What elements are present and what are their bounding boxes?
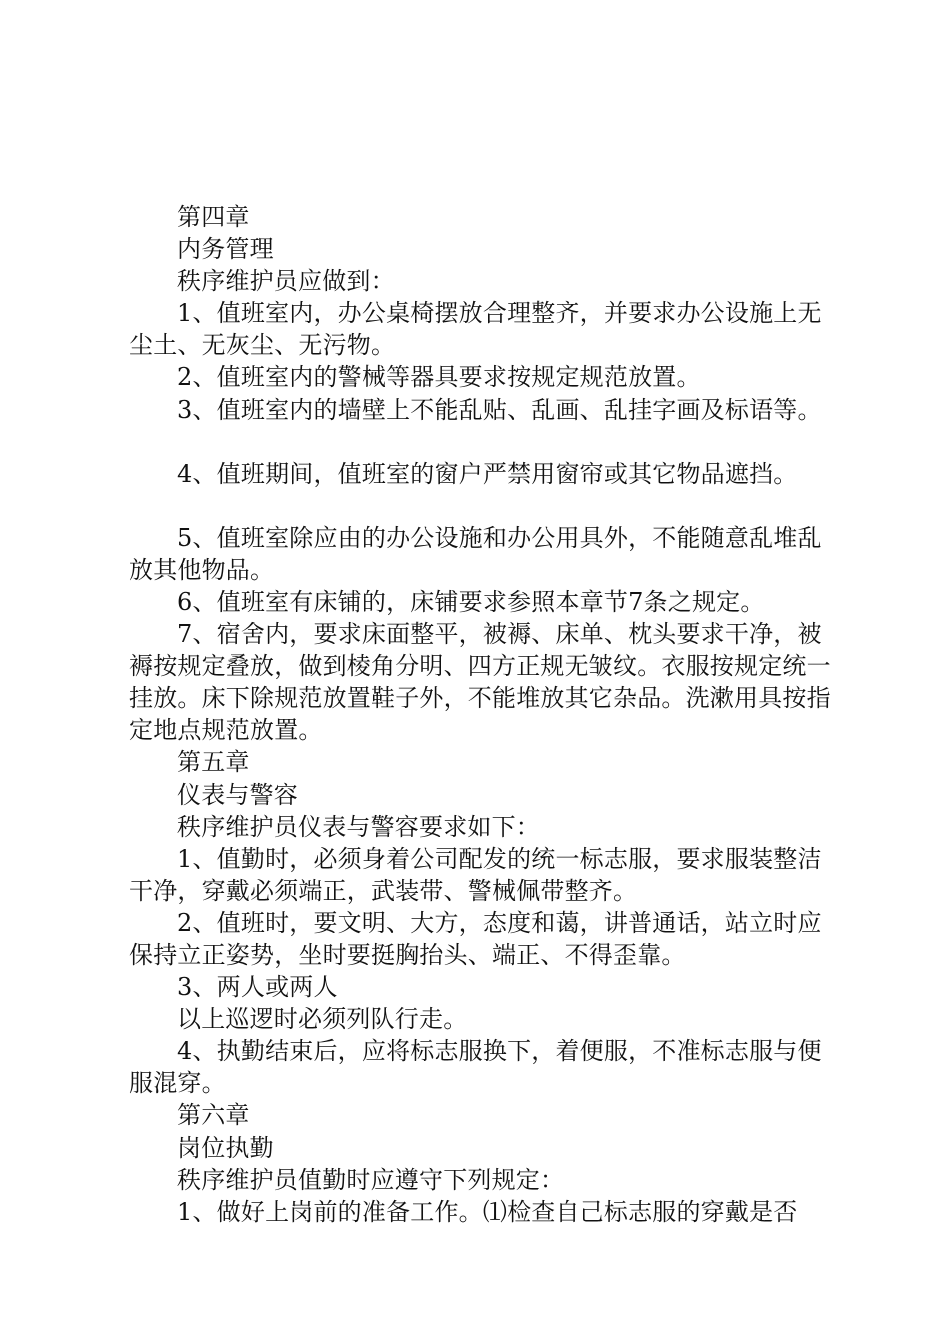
chapter-4-item-7: 7、宿舍内，要求床面整平，被褥、床单、枕头要求干净，被褥按规定叠放，做到棱角分明、四方正规无皱纹。衣服按规定统一挂放。床下除规范放置鞋子外，不能堆放其它杂品。洗漱用具按指定地点规范放置。	[129, 620, 831, 745]
chapter-6-item-1: 1、做好上岗前的准备工作。⑴检查自己标志服的穿戴是否	[177, 1197, 798, 1226]
chapter-4-item-4: 4、值班期间，值班室的窗户严禁用窗帘或其它物品遮挡。	[177, 459, 798, 488]
chapter-5-item-4: 4、执勤结束后，应将标志服换下，着便服，不准标志服与便服混穿。	[129, 1037, 822, 1098]
chapter-5-item-2: 2、值班时，要文明、大方，态度和蔼，讲普通话，站立时应保持立正姿势，坐时要挺胸抬头、端正、不得歪靠。	[129, 908, 822, 969]
chapter-5-intro: 秩序维护员仪表与警容要求如下：	[177, 812, 540, 841]
chapter-4-item-6: 6、值班室有床铺的，床铺要求参照本章节7条之规定。	[177, 587, 765, 616]
chapter-4-intro: 秩序维护员应做到：	[177, 267, 395, 296]
chapter-5-item-3-cont: 以上巡逻时必须列队行走。	[177, 1005, 468, 1034]
chapter-4-heading: 第四章	[177, 203, 250, 231]
document-page	[129, 201, 841, 1228]
chapter-4-item-5: 5、值班室除应由的办公设施和办公用具外，不能随意乱堆乱放其他物品。	[129, 523, 822, 584]
chapter-5-item-1: 1、值勤时，必须身着公司配发的统一标志服，要求服装整洁干净，穿戴必须端正，武装带、警械佩带整齐。	[129, 844, 822, 905]
chapter-4-item-1: 1、值班室内，办公桌椅摆放合理整齐，并要求办公设施上无尘土、无灰尘、无污物。	[129, 299, 822, 360]
chapter-5-heading: 第五章	[177, 748, 250, 777]
chapter-4-item-2: 2、值班室内的警械等器具要求按规定规范放置。	[177, 363, 701, 392]
chapter-5-item-3: 3、两人或两人	[177, 973, 338, 1002]
chapter-4-item-3: 3、值班室内的墙壁上不能乱贴、乱画、乱挂字画及标语等。	[177, 395, 822, 424]
chapter-4-title: 内务管理	[177, 235, 274, 264]
chapter-6-heading: 第六章	[177, 1101, 250, 1130]
chapter-6-title: 岗位执勤	[177, 1133, 274, 1162]
chapter-6-intro: 秩序维护员值勤时应遵守下列规定：	[177, 1165, 565, 1194]
chapter-5-title: 仪表与警容	[177, 780, 298, 809]
